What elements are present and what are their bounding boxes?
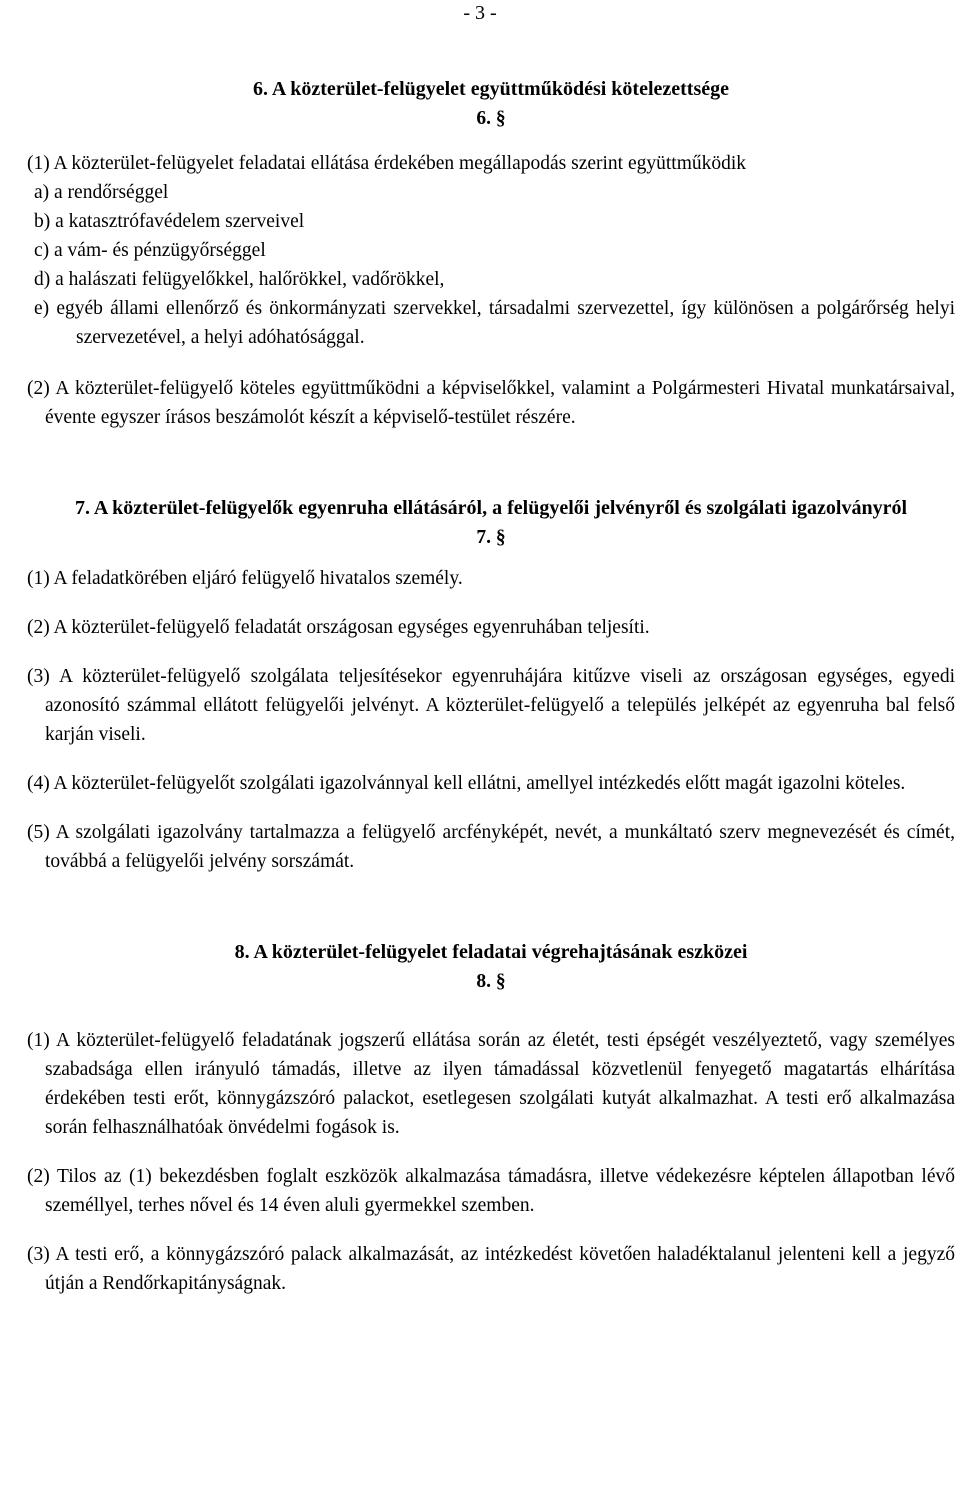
section-7-paragraph: (1) A feladatkörében eljáró felügyelő hivatalos személy.	[27, 568, 463, 589]
section-8-paragraph: (1) A közterület-felügyelő feladatának jogszerű ellátása során az életét, testi épségét veszélyeztető, vagy személyes szabadsága ellen irányuló támadás, illetve az ilyen támadással közvetlenül fenyegető magatartás elhárítása érdekében testi erőt, könnygázszóró palackot, esetlegesen szolgálati kutyát alkalmazhat. A testi erő alkalmazása során felhasználhatóak önvédelmi fogások is.	[27, 1030, 955, 1138]
section-6-title: 6. A közterület-felügyelet együttműködési kötelezettsége	[253, 78, 729, 100]
section-6-p2: (2) A közterület-felügyelő köteles együttműködni a képviselőkkel, valamint a Polgármesteri Hivatal munkatársaival, évente egyszer írásos beszámolót készít a képviselő-testület részére.	[27, 378, 955, 428]
section-6-paragraph-sign: 6. §	[476, 108, 506, 129]
section-7-paragraph: (4) A közterület-felügyelőt szolgálati igazolvánnyal kell ellátni, amellyel intézkedés előtt magát igazolni köteles.	[27, 773, 906, 794]
list-item: b) a katasztrófavédelem szerveivel	[34, 211, 305, 232]
section-8-paragraph: (3) A testi erő, a könnygázszóró palack alkalmazását, az intézkedést követően haladéktalanul jelenteni kell a jegyző útján a Rendőrkapitányságnak.	[27, 1244, 955, 1294]
section-7-paragraph: (5) A szolgálati igazolvány tartalmazza a felügyelő arcfényképét, nevét, a munkáltató szerv megnevezését és címét, továbbá a felügyelői jelvény sorszámát.	[27, 822, 955, 872]
section-7-paragraph-sign: 7. §	[476, 527, 506, 548]
list-item: d) a halászati felügyelőkkel, halőrökkel, vadőrökkel,	[34, 269, 445, 290]
section-7-paragraph: (3) A közterület-felügyelő szolgálata teljesítésekor egyenruhájára kitűzve viseli az országosan egységes, egyedi azonosító számmal ellátott felügyelői jelvényt. A közterület-felügyelő a település jelképét az egyenruha bal felső karján viseli.	[27, 666, 955, 745]
page-number: - 3 -	[463, 2, 497, 24]
section-8-title: 8. A közterület-felügyelet feladatai végrehajtásának eszközei	[234, 941, 748, 963]
document-page	[27, 0, 955, 1298]
list-item: c) a vám- és pénzügyőrséggel	[34, 240, 266, 261]
list-item: a) a rendőrséggel	[34, 182, 169, 203]
list-item: e) egyéb állami ellenőrző és önkormányzati szervekkel, társadalmi szervezettel, így különösen a polgárőrség helyi szervezetével, a helyi adóhatósággal.	[34, 298, 955, 348]
section-8-paragraph: (2) Tilos az (1) bekezdésben foglalt eszközök alkalmazása támadásra, illetve védekezésre képtelen állapotban lévő személlyel, terhes nővel és 14 éven aluli gyermekkel szemben.	[27, 1166, 955, 1216]
section-8-paragraph-sign: 8. §	[476, 971, 506, 992]
section-7-title: 7. A közterület-felügyelők egyenruha ellátásáról, a felügyelői jelvényről és szolgálati igazolványról	[74, 497, 908, 519]
section-6-p1-intro: (1) A közterület-felügyelet feladatai ellátása érdekében megállapodás szerint együttműködik	[27, 153, 747, 174]
section-6-item-list	[27, 178, 955, 352]
section-7-paragraph: (2) A közterület-felügyelő feladatát országosan egységes egyenruhában teljesíti.	[27, 617, 650, 638]
